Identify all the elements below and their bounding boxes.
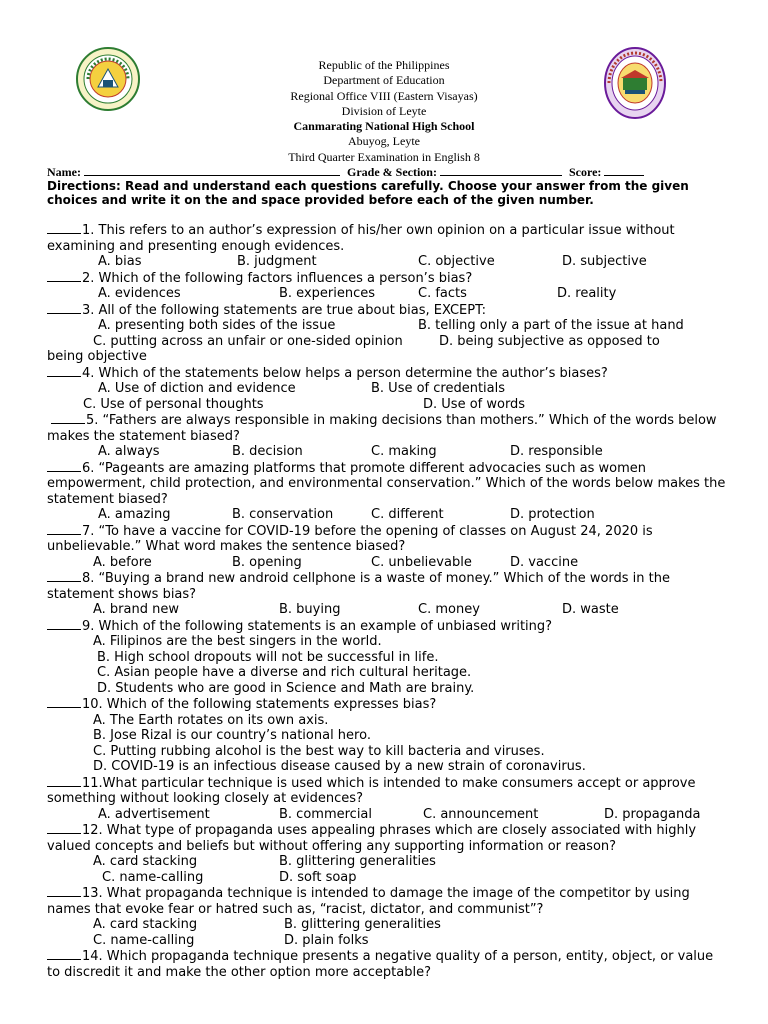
option-c: C. unbelievable <box>371 554 472 570</box>
option-d: D. propaganda <box>604 806 701 822</box>
score-blank[interactable] <box>604 164 644 176</box>
question-12 <box>47 822 727 854</box>
question-12-options-cd <box>47 870 727 886</box>
option-d: D. being subjective as opposed to <box>439 333 660 349</box>
option-b: B. commercial <box>279 806 373 822</box>
question-12-options-ab <box>47 854 727 870</box>
question-11 <box>47 775 727 807</box>
option-c: C. objective <box>418 254 495 269</box>
answer-blank[interactable] <box>47 822 81 834</box>
option-a: A. evidences <box>98 286 181 301</box>
option-b: B. Use of credentials <box>371 381 506 396</box>
question-10 <box>47 696 727 713</box>
exam-title: Third Quarter Examination in English 8 <box>288 149 480 164</box>
option-b: B. telling only a part of the issue at hand <box>418 318 684 333</box>
question-1 <box>47 222 727 254</box>
question-7 <box>47 523 727 555</box>
answer-blank[interactable] <box>47 523 81 535</box>
answer-blank[interactable] <box>47 222 81 234</box>
question-list <box>47 222 727 980</box>
option-a: A. bias <box>98 254 142 269</box>
question-text: 8. “Buying a brand new android cellphone is a waste of money.” Which of the words in the statement shows bias? <box>47 571 670 602</box>
option-a: A. card stacking <box>93 917 198 932</box>
option-d: D. protection <box>510 507 595 522</box>
option-c: C. facts <box>418 286 467 301</box>
question-13-options-ab <box>47 917 727 933</box>
answer-blank[interactable] <box>47 460 81 472</box>
option-b: B. decision <box>232 444 303 459</box>
header-department: Department of Education <box>323 73 445 88</box>
answer-blank[interactable] <box>47 618 81 630</box>
question-text: 10. Which of the following statements expresses bias? <box>82 697 437 712</box>
option-c: C. money <box>418 602 480 617</box>
option-d: D. responsible <box>510 444 603 459</box>
header-division: Division of Leyte <box>341 103 427 118</box>
question-6 <box>47 460 727 508</box>
option-b: B. Jose Rizal is our country’s national hero. <box>93 728 371 743</box>
option-c: C. Putting rubbing alcohol is the best way to kill bacteria and viruses. <box>93 743 545 759</box>
question-text: 11.What particular technique is used which is intended to make consumers accept or approve something without looking closely at evidences? <box>47 775 696 806</box>
option-d: D. Use of words <box>423 396 526 412</box>
question-text: 3. All of the following statements are true about bias, EXCEPT: <box>82 302 486 318</box>
question-3-options-cd <box>47 334 727 350</box>
question-4 <box>47 365 727 382</box>
question-7-options <box>47 555 727 571</box>
option-c: C. name-calling <box>102 869 204 885</box>
question-text: 7. “To have a vaccine for COVID-19 before the opening of classes on August 24, 2020 is unbelievable.” What word makes the sentence biased? <box>47 523 653 554</box>
grade-section-label: Grade & Section: <box>346 165 437 179</box>
question-9 <box>47 618 727 635</box>
question-4-options-cd <box>47 397 727 413</box>
option-a: A. card stacking <box>93 854 198 869</box>
name-label: Name: <box>47 165 81 179</box>
question-2-options <box>47 286 727 302</box>
option-c: C. Asian people have a diverse and rich cultural heritage. <box>97 665 472 680</box>
directions: Directions: Read and understand each questions carefully. Choose your answer from the given choices and write it on the and space provided before each of the given number. <box>47 179 689 207</box>
question-text: 4. Which of the statements below helps a person determine the author’s biases? <box>82 365 608 381</box>
option-d: D. reality <box>557 286 617 301</box>
question-2 <box>47 270 727 287</box>
option-b: B. judgment <box>237 254 317 269</box>
question-1-options <box>47 254 727 270</box>
option-d: D. COVID-19 is an infectious disease caused by a new strain of coronavirus. <box>93 759 586 774</box>
question-text: 12. What type of propaganda uses appealing phrases which are closely associated with highly valued concepts and beliefs but without offering any supporting information or reason? <box>47 823 697 854</box>
question-text: 13. What propaganda technique is intended to damage the image of the competitor by using names that evoke fear or hatred such as, “racist, dictator, and communist”? <box>47 886 690 917</box>
header-republic: Republic of the Philippines <box>318 58 450 72</box>
answer-blank[interactable] <box>47 302 81 314</box>
option-d: D. plain folks <box>284 932 369 948</box>
score-label: Score: <box>568 165 602 179</box>
answer-blank[interactable] <box>47 270 81 282</box>
answer-blank[interactable] <box>47 885 81 897</box>
option-a: A. advertisement <box>98 806 210 822</box>
option-a: A. brand new <box>93 602 179 617</box>
question-11-options <box>47 807 727 823</box>
option-c: C. announcement <box>423 806 539 822</box>
option-c: C. different <box>371 507 444 522</box>
question-14 <box>47 948 727 980</box>
question-text: 14. Which propaganda technique presents a negative quality of a person, entity, object, or value to discredit it and make the other option more acceptable? <box>47 949 714 980</box>
grade-section-blank[interactable] <box>440 164 562 176</box>
option-a: A. before <box>93 554 152 570</box>
option-d: D. vaccine <box>510 554 579 570</box>
question-text: 9. Which of the following statements is an example of unbiased writing? <box>82 618 553 634</box>
header-school-name: Canmarating National High School <box>293 119 475 134</box>
option-a: A. Use of diction and evidence <box>98 381 296 396</box>
question-13-options-cd <box>47 933 727 949</box>
option-b: B. glittering generalities <box>284 917 441 932</box>
option-a: A. Filipinos are the best singers in the world. <box>93 634 382 649</box>
answer-blank[interactable] <box>47 696 81 708</box>
option-c: C. Use of personal thoughts <box>83 396 264 412</box>
question-4-options-ab <box>47 381 727 397</box>
answer-blank[interactable] <box>47 365 81 377</box>
option-b: B. conservation <box>232 507 334 522</box>
student-info-line <box>47 164 727 180</box>
question-3 <box>47 302 727 319</box>
answer-blank[interactable] <box>47 775 81 787</box>
question-13 <box>47 885 727 917</box>
question-5 <box>47 412 727 444</box>
question-8-options <box>47 602 727 618</box>
header-regional-office: Regional Office VIII (Eastern Visayas) <box>290 88 478 103</box>
option-b: B. High school dropouts will not be successful in life. <box>97 649 439 665</box>
option-c: C. name-calling <box>93 932 195 948</box>
option-b: B. opening <box>232 554 302 570</box>
option-b: B. glittering generalities <box>279 854 436 869</box>
document-header <box>0 58 768 165</box>
option-a: A. always <box>98 444 160 459</box>
header-location: Abuyog, Leyte <box>348 134 420 149</box>
option-d-continuation: being objective <box>47 349 147 364</box>
option-a: A. amazing <box>98 507 171 522</box>
question-text: 6. “Pageants are amazing platforms that promote different advocacies such as women empowerment, child protection, and environmental conservation.” Which of the words below makes the statement biased? <box>47 460 726 507</box>
option-b: B. buying <box>279 602 341 617</box>
question-6-options <box>47 507 727 523</box>
option-b: B. experiences <box>279 286 376 301</box>
option-d: D. soft soap <box>279 869 357 885</box>
answer-blank[interactable] <box>47 948 81 960</box>
option-d: D. subjective <box>562 254 647 269</box>
option-d: D. Students who are good in Science and Math are brainy. <box>97 680 475 696</box>
answer-blank[interactable] <box>47 570 81 582</box>
option-c: C. putting across an unfair or one-sided opinion <box>93 333 403 349</box>
answer-blank[interactable] <box>51 412 85 424</box>
question-text: 1. This refers to an author’s expression of his/her own opinion on a particular issue without examining and presenting enough evidences. <box>47 223 675 254</box>
name-blank[interactable] <box>84 164 340 176</box>
question-3-options-ab <box>47 318 727 334</box>
question-text: 2. Which of the following factors influences a person’s bias? <box>82 270 473 286</box>
option-a: A. presenting both sides of the issue <box>98 318 336 333</box>
question-text: 5. “Fathers are always responsible in making decisions than mothers.” Which of the words below makes the statement biased? <box>47 413 717 444</box>
option-d: D. waste <box>562 602 619 617</box>
question-8 <box>47 570 727 602</box>
option-a: A. The Earth rotates on its own axis. <box>93 712 329 728</box>
option-c: C. making <box>371 444 437 459</box>
question-5-options <box>47 444 727 460</box>
